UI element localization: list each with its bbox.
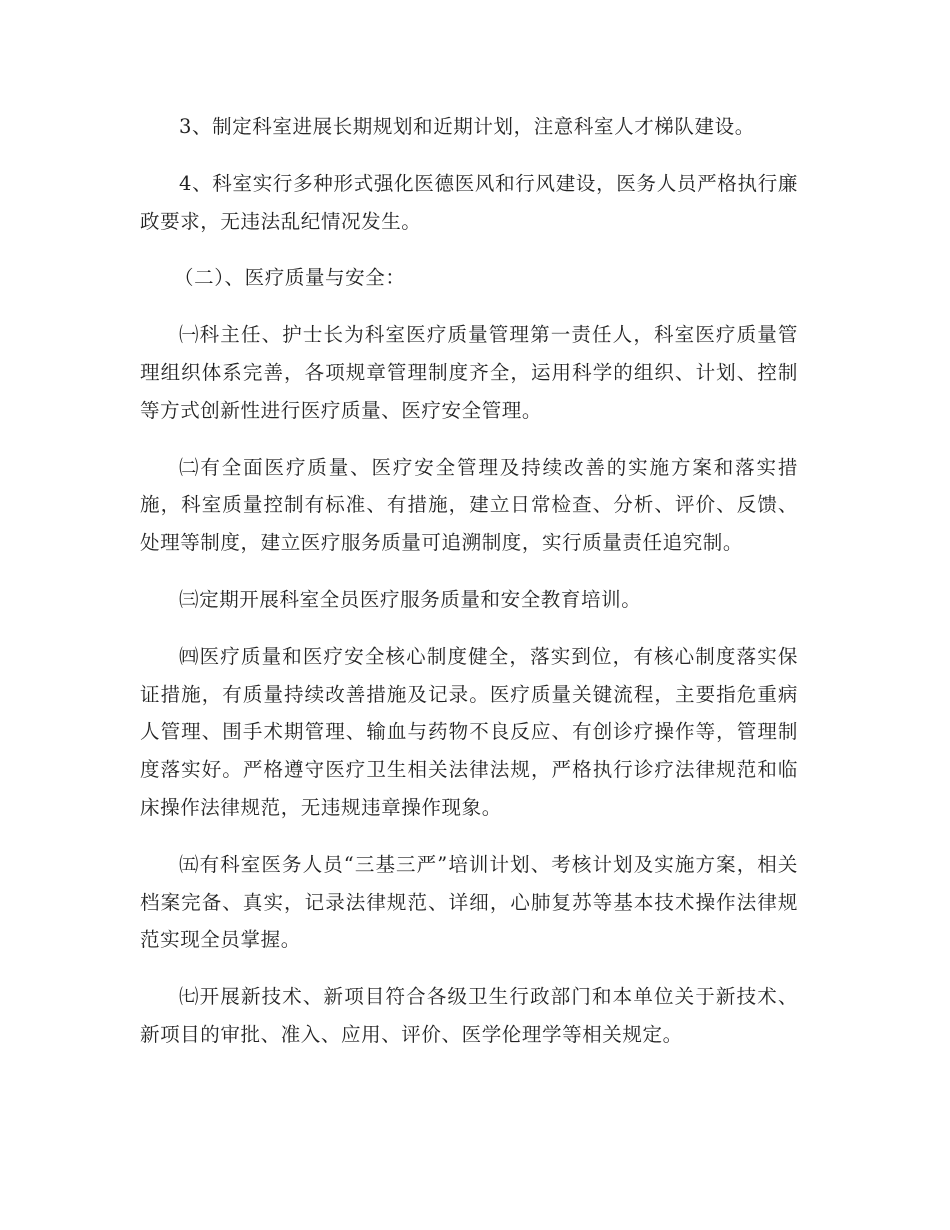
paragraph-item-2: ㈡有全面医疗质量、医疗安全管理及持续改善的实施方案和落实措施，科室质量控制有标准、有措施，建立日常检查、分析、评价、反馈、处理等制度，建立医疗服务质量可追溯制度，实行质量责任追究制。	[140, 455, 798, 555]
paragraph-item-4: ㈣医疗质量和医疗安全核心制度健全，落实到位，有核心制度落实保证措施，有质量持续改善措施及记录。医疗质量关键流程，主要指危重病人管理、围手术期管理、输血与药物不良反应、有创诊疗操作等，管理制度落实好。严格遵守医疗卫生相关法律法规，严格执行诊疗法律规范和临床操作法律规范，无违规违章操作现象。	[140, 644, 798, 819]
paragraph-item-7: ㈦开展新技术、新项目符合各级卫生行政部门和本单位关于新技术、新项目的审批、准入、应用、评价、医学伦理学等相关规定。	[140, 985, 798, 1046]
paragraph-item-1: ㈠科主任、护士长为科室医疗质量管理第一责任人，科室医疗质量管理组织体系完善，各项规章管理制度齐全，运用科学的组织、计划、控制等方式创新性进行医疗质量、医疗安全管理。	[140, 323, 798, 422]
paragraph-ethics: 4、科室实行多种形式强化医德医风和行风建设，医务人员严格执行廉政要求，无违法乱纪情况发生。	[140, 171, 798, 233]
paragraph-planning: 3、制定科室进展长期规划和近期计划，注意科室人才梯队建设。	[179, 115, 755, 138]
document-page	[140, 108, 798, 1073]
paragraph-item-5: ㈤有科室医务人员“三基三严”培训计划、考核计划及实施方案，相关档案完备、真实，记录法律规范、详细，心肺复苏等基本技术操作法律规范实现全员掌握。	[140, 852, 798, 952]
section-heading-quality-safety: （二）、医疗质量与安全：	[174, 266, 406, 290]
paragraph-item-3: ㈢定期开展科室全员医疗服务质量和安全教育培训。	[179, 587, 642, 611]
